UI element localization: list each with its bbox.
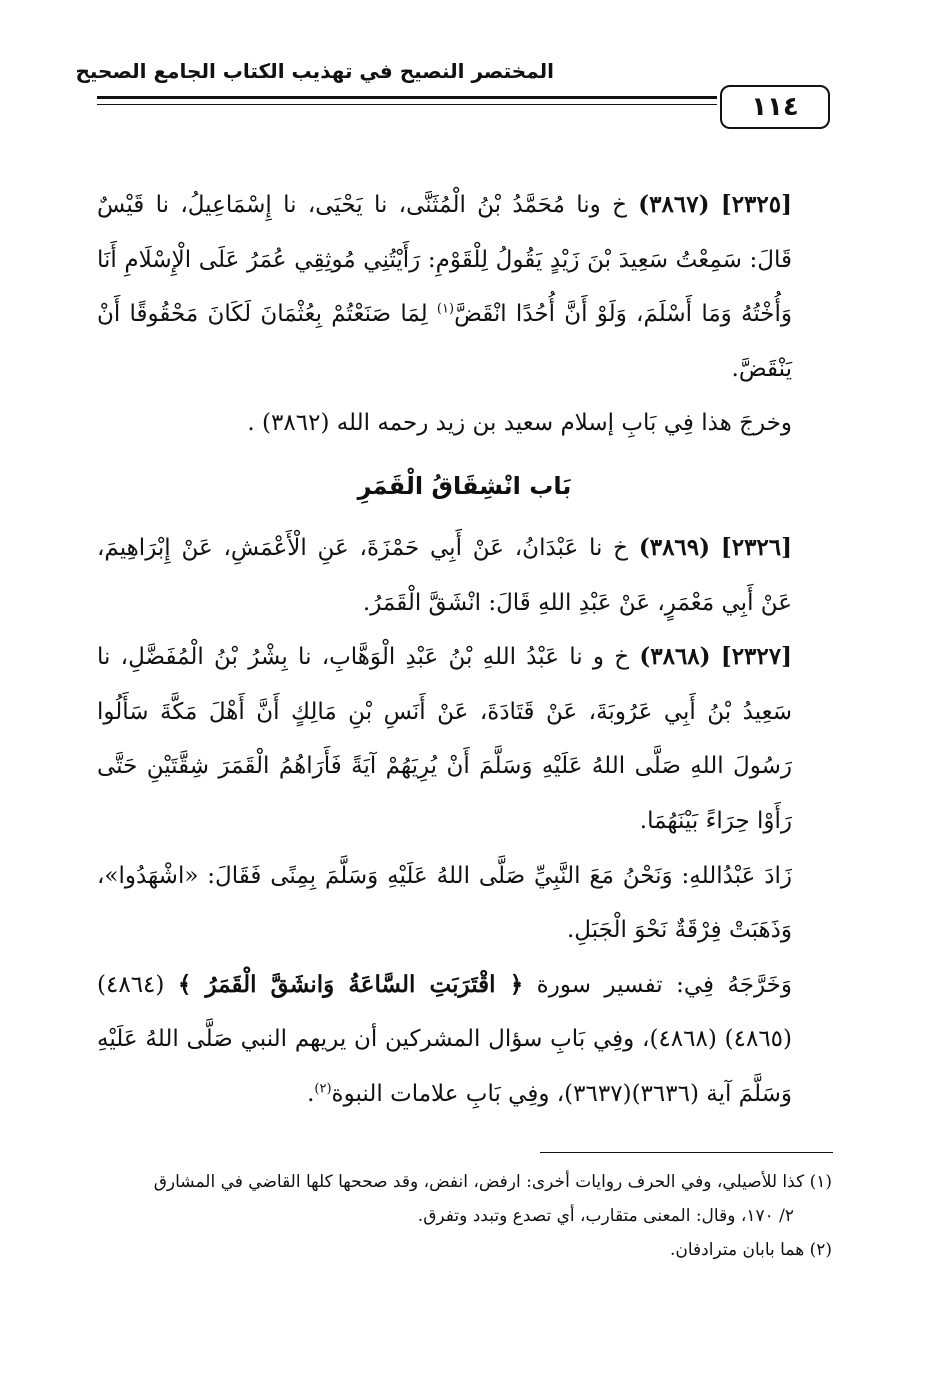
hadith-reference: (٣٨٦٩)	[638, 533, 711, 561]
footnote-1-marker: (١)	[809, 1172, 832, 1192]
footnote-2-marker: (٢)	[809, 1240, 832, 1260]
quran-verse: ﴿ اقْتَرَبَتِ السَّاعَةُ وَانشَقَّ الْقَمَرُ ﴾	[177, 970, 524, 998]
hadith-text: خ نا عَبْدَانُ، عَنْ أَبِي حَمْزَةَ، عَنِ الْأَعْمَشِ، عَنْ إِبْرَاهِيمَ، عَنْ أَبِي مَعْمَرٍ، عَنْ عَبْدِ اللهِ قَالَ: انْشَقَّ الْقَمَرُ.	[97, 534, 792, 616]
footnote-2	[97, 1233, 832, 1267]
running-head-title: المختصر النصيح في تهذيب الكتاب الجامع الصحيح	[75, 59, 554, 83]
footnotes	[97, 1165, 832, 1267]
page-number: ١١٤	[720, 85, 830, 129]
header-rule	[97, 96, 717, 105]
takhrij-paragraph	[97, 958, 832, 1122]
hadith-reference: (٣٨٦٨)	[639, 643, 711, 671]
hadith-number: [٢٣٢٦]	[720, 533, 793, 561]
footnote-1-text: كذا للأصيلي، وفي الحرف روايات أخرى: ارفض، انفض، وقد صححها كلها القاضي في المشارق	[153, 1172, 805, 1192]
footnote-1-continued: ٢/ ١٧٠، وقال: المعنى متقارب، أي تصدع وتبدد وتفرق.	[417, 1206, 794, 1226]
hadith-text: خ ونا مُحَمَّدُ بْنُ الْمُثَنَّى، نا يَحْيَى، نا إِسْمَاعِيلُ، نا قَيْسٌ قَالَ: سَمِعْتُ سَعِيدَ بْنَ زَيْدٍ يَقُولُ لِلْقَوْمِ: رَأَيْتُنِي مُوثِقِي عُمَرُ عَلَى الْإِسْلَامِ أَنَا وَأُخْتُهُ وَمَا أَسْلَمَ، وَلَوْ أَنَّ أُحُدًا انْقَضَّ	[97, 192, 793, 328]
hadith-reference: (٣٨٦٧)	[638, 191, 710, 218]
hadith-number: [٢٣٢٧]	[720, 643, 793, 671]
footnote-marker-1: (١)	[436, 301, 455, 317]
hadith-text: خ و نا عَبْدُ اللهِ بْنُ عَبْدِ الْوَهَّابِ، نا بِشْرُ بْنُ الْمُفَضَّلِ، نا سَعِيدُ بْنُ أَبِي عَرُوبَةَ، عَنْ قَتَادَةَ، عَنْ أَنَسِ بْنِ مَالِكٍ أَنَّ أَهْلَ مَكَّةَ سَأَلُوا رَسُولَ اللهِ صَلَّى اللهُ عَلَيْهِ وَسَلَّمَ أَنْ يُرِيَهُمْ آيَةً فَأَرَاهُمُ الْقَمَرَ شِقَّتَيْنِ حَتَّى رَأَوْا حِرَاءً بَيْنَهُمَا.	[97, 644, 792, 834]
footnote-2-text: هما بابان مترادفان.	[669, 1240, 805, 1260]
hadith-2325	[97, 178, 832, 396]
chapter-title: بَاب انْشِقَاقُ الْقَمَرِ	[357, 471, 572, 500]
hadith-addition: زَادَ عَبْدُاللهِ: وَنَحْنُ مَعَ النَّبِيِّ صَلَّى اللهُ عَلَيْهِ وَسَلَّمَ بِمِنًى فَقَالَ: «اشْهَدُوا»، وَذَهَبَتْ فِرْقَةٌ نَحْوَ الْجَبَلِ.	[97, 862, 792, 944]
hadith-2327	[97, 630, 832, 848]
hadith-number: [٢٣٢٥]	[720, 191, 793, 218]
hadith-2326	[97, 521, 832, 630]
hadith-note: وخرجَ هذا فِي بَابِ إسلام سعيد بن زيد رحمه الله (٣٨٦٢) .	[247, 410, 792, 437]
takhrij-end: .	[307, 1080, 315, 1107]
main-text	[97, 178, 832, 1122]
takhrij-references: (٤٨٦٤) (٤٨٦٥) (٤٨٦٨)، وفِي بَابِ سؤال المشركين أن يريهم النبي صَلَّى اللهُ عَلَيْهِ وَسَلَّمَ آية (٣٦٣٦)(٣٦٣٧)، وفِي بَابِ علامات النبوة	[97, 971, 793, 1107]
footnote-marker-2: (٢)	[314, 1081, 332, 1097]
hadith-text-continued: لِمَا صَنَعْتُمْ بِعُثْمَانَ لَكَانَ مَحْقُوقًا أَنْ يَنْقَضَّ.	[97, 301, 792, 382]
footnote-1	[97, 1165, 832, 1199]
footnote-separator	[540, 1152, 833, 1153]
takhrij-intro: وَخَرَّجَهُ فِي: تفسير سورة	[536, 971, 793, 998]
